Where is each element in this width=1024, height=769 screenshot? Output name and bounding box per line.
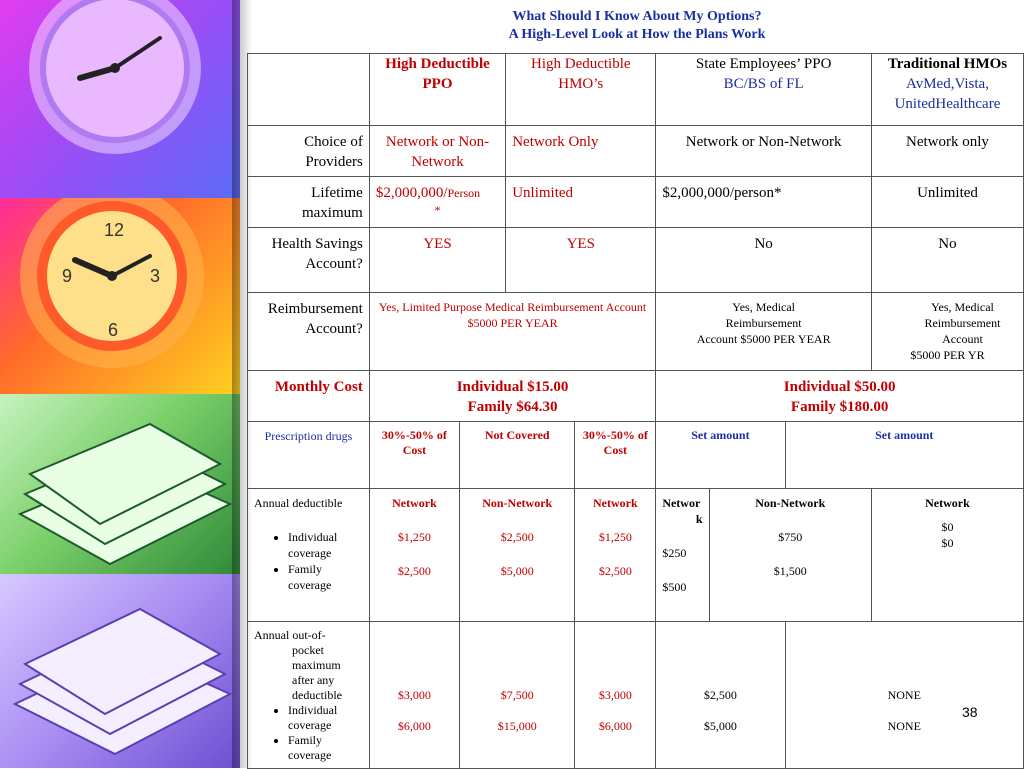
cell-state-network: [656, 489, 709, 622]
svg-text:9: 9: [62, 266, 73, 286]
row-label-2: pocket maximum after any deductible: [292, 643, 342, 702]
cell-trad-hmo-line1: Yes, Medical Reimbursement Account: [924, 300, 1001, 346]
cell-hd-individual: Individual $15.00: [456, 379, 569, 395]
value-family: $1,500: [773, 564, 807, 578]
page-number: 38: [962, 704, 978, 720]
title-line-1: What Should I Know About My Options?: [512, 9, 762, 24]
col-heading: Network: [925, 496, 970, 510]
row-hsa: [248, 228, 1024, 293]
bullet-family: • Family coverage: [288, 561, 363, 593]
cell-state-family: Family $180.00: [790, 399, 889, 415]
cell-hd-ppo: [369, 177, 505, 228]
plan-comparison-table: [247, 53, 1024, 769]
cell-rx-3: 30%-50% of Cost: [575, 422, 656, 489]
header-hd-ppo: High Deductible PPO: [369, 54, 505, 126]
cell-rx-5: Set amount: [785, 422, 1024, 489]
row-reimbursement: [248, 293, 1024, 371]
row-label-cell: [248, 489, 370, 622]
header-state-ppo-sub: BC/BS of FL: [723, 76, 804, 92]
clock-photo-orange: [0, 198, 240, 394]
header-trad-hmo-title: Traditional HMOs: [887, 56, 1008, 72]
cell-trad-hmo: Network only: [871, 126, 1023, 177]
value-individual: $1,250: [397, 530, 431, 544]
svg-text:12: 12: [104, 220, 125, 240]
papers-photo-violet: [0, 574, 240, 768]
row-label: Prescription drugs: [248, 422, 370, 489]
header-blank-cell: [248, 54, 370, 126]
cell-oop-3: [575, 622, 656, 769]
clock-icon: [0, 198, 240, 394]
value-individual: $750: [778, 530, 803, 544]
header-state-ppo-title: State Employees’ PPO: [695, 56, 832, 72]
cell-hd-hmo: Unlimited: [506, 177, 656, 228]
header-trad-hmo: [871, 54, 1023, 126]
value-family: $500: [662, 580, 687, 594]
cell-state-individual: Individual $50.00: [783, 379, 896, 395]
cell-hmo-network: [575, 489, 656, 622]
cell-hd-hmo: YES: [506, 228, 656, 293]
cell-hd-cost: [369, 371, 656, 422]
value-family: $6,000: [397, 719, 431, 733]
cell-trad-network: [871, 489, 1023, 622]
value-individual: $0: [941, 520, 954, 534]
cell-ppo-network: [369, 489, 459, 622]
cell-state-ppo: $2,000,000/person*: [656, 177, 872, 228]
books-icon: [0, 394, 240, 574]
value-family: NONE: [887, 719, 921, 733]
cell-trad-hmo: [871, 293, 1023, 371]
value-individual: $3,000: [598, 688, 632, 702]
cell-state-ppo: Network or Non-Network: [656, 126, 872, 177]
cell-trad-hmo-line2: $5000 PER YR: [910, 348, 985, 362]
cell-hd-ppo: YES: [369, 228, 505, 293]
value-individual: $2,500: [703, 688, 737, 702]
cell-hd-plans: Yes, Limited Purpose Medical Reimbursement Account $5000 PER YEAR: [369, 293, 656, 371]
value-family: $2,500: [598, 564, 632, 578]
cell-hd-hmo: Network Only: [506, 126, 656, 177]
row-label: Annual deductible: [254, 496, 343, 510]
row-deductible: [248, 489, 1024, 622]
col-heading-wrap: k: [695, 512, 703, 526]
value-individual: $250: [662, 546, 687, 560]
value-family: $0: [941, 536, 954, 550]
books-photo-green: [0, 394, 240, 574]
row-lifetime: [248, 177, 1024, 228]
col-heading: Networ: [662, 496, 701, 510]
col-heading: Non-Network: [482, 496, 553, 510]
header-row: [248, 54, 1024, 126]
photo-strip: [0, 0, 240, 768]
cell-hd-family: Family $64.30: [467, 399, 558, 415]
header-trad-hmo-sub: AvMed,Vista, UnitedHealthcare: [894, 76, 1001, 112]
cell-hd-ppo: Network or Non-Network: [369, 126, 505, 177]
value-individual: $7,500: [500, 688, 534, 702]
clock-icon: [0, 0, 240, 198]
value-individual: $1,250: [598, 530, 632, 544]
cell-oop-5: [785, 622, 1024, 769]
cell-oop-4: [656, 622, 785, 769]
row-choice: [248, 126, 1024, 177]
row-label: Monthly Cost: [248, 371, 370, 422]
value-individual: $2,500: [500, 530, 534, 544]
value-family: $5,000: [500, 564, 534, 578]
bullet-individual: • Individual coverage: [288, 703, 363, 733]
value-family: $5,000: [703, 719, 737, 733]
cell-state-ppo: [656, 293, 872, 371]
slide-title: [250, 8, 1024, 44]
cell-oop-1: [369, 622, 459, 769]
row-label-cell: [248, 622, 370, 769]
bullet-family: • Family coverage: [288, 733, 363, 763]
row-out-of-pocket: [248, 622, 1024, 769]
header-hd-hmo: High Deductible HMO’s: [506, 54, 656, 126]
value-individual: $3,000: [397, 688, 431, 702]
cell-rx-4: Set amount: [656, 422, 785, 489]
cell-trad-hmo: No: [871, 228, 1023, 293]
row-prescription: [248, 422, 1024, 489]
value-individual: NONE: [887, 688, 921, 702]
row-label: Health Savings Account?: [248, 228, 370, 293]
papers-icon: [0, 574, 240, 768]
col-heading: Network: [392, 496, 437, 510]
row-label-1: Annual out-of-: [254, 628, 326, 642]
header-state-ppo: [656, 54, 872, 126]
col-heading: Network: [593, 496, 638, 510]
cell-hd-ppo-asterisk: *: [434, 203, 441, 217]
row-label: Reimbursement Account?: [248, 293, 370, 371]
cell-hd-ppo-amount: $2,000,000/: [375, 185, 448, 201]
cell-state-ppo-line2: Account $5000 PER YEAR: [696, 332, 831, 346]
cell-ppo-non-network: [460, 489, 575, 622]
cell-state-non-network: [709, 489, 871, 622]
row-label: Choice of Providers: [248, 126, 370, 177]
row-label: Lifetime maximum: [248, 177, 370, 228]
cell-rx-1: 30%-50% of Cost: [369, 422, 459, 489]
cell-state-ppo: No: [656, 228, 872, 293]
cell-rx-2: Not Covered: [460, 422, 575, 489]
row-monthly-cost: [248, 371, 1024, 422]
col-heading: Non-Network: [755, 496, 826, 510]
bullet-individual: • Individual coverage: [288, 529, 363, 561]
svg-text:3: 3: [150, 266, 161, 286]
cell-trad-hmo: Unlimited: [871, 177, 1023, 228]
value-family: $6,000: [598, 719, 632, 733]
title-line-2: A High-Level Look at How the Plans Work: [508, 27, 766, 42]
cell-state-ppo-line1: Yes, Medical Reimbursement: [725, 300, 802, 330]
cell-hd-ppo-person: Person: [447, 186, 481, 200]
cell-oop-2: [460, 622, 575, 769]
clock-photo-purple: [0, 0, 240, 198]
value-family: $15,000: [497, 719, 537, 733]
svg-text:6: 6: [108, 320, 119, 340]
cell-state-cost: [656, 371, 1024, 422]
value-family: $2,500: [397, 564, 431, 578]
